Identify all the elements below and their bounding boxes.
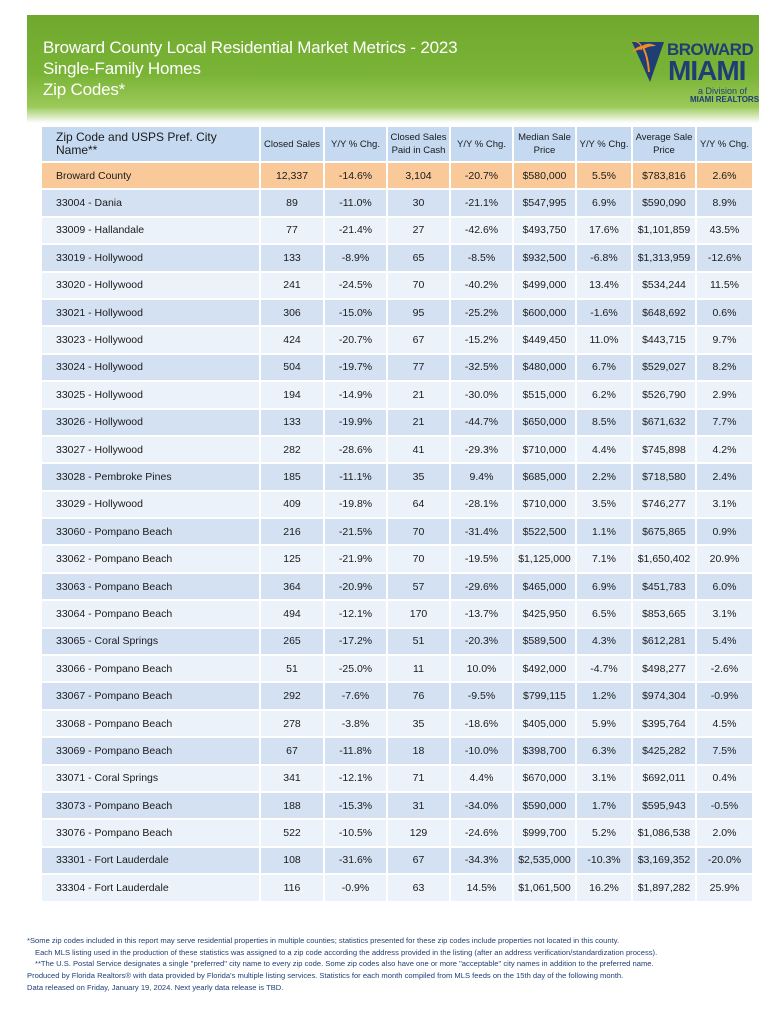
table-cell: 25.9% bbox=[697, 875, 754, 902]
table-cell: -30.0% bbox=[451, 382, 514, 409]
table-row bbox=[42, 546, 754, 573]
zip-city-cell: 33301 - Fort Lauderdale bbox=[42, 848, 261, 875]
table-cell: $799,115 bbox=[514, 683, 577, 710]
table-cell: -34.3% bbox=[451, 848, 514, 875]
table-cell: -21.5% bbox=[325, 519, 388, 546]
table-cell: $692,011 bbox=[633, 766, 697, 793]
table-cell: $590,000 bbox=[514, 793, 577, 820]
table-cell: $675,865 bbox=[633, 519, 697, 546]
table-cell: -31.4% bbox=[451, 519, 514, 546]
table-cell: 7.1% bbox=[577, 546, 633, 573]
zip-city-cell: 33060 - Pompano Beach bbox=[42, 519, 261, 546]
table-cell: 3,104 bbox=[388, 163, 451, 190]
table-cell: -25.2% bbox=[451, 300, 514, 327]
table-row bbox=[42, 875, 754, 902]
table-cell: 0.9% bbox=[697, 519, 754, 546]
table-cell: $425,282 bbox=[633, 738, 697, 765]
table-cell: $465,000 bbox=[514, 574, 577, 601]
table-cell: $1,086,538 bbox=[633, 820, 697, 847]
table-row bbox=[42, 629, 754, 656]
table-cell: -17.2% bbox=[325, 629, 388, 656]
table-cell: -29.3% bbox=[451, 437, 514, 464]
table-cell: 5.9% bbox=[577, 711, 633, 738]
table-row bbox=[42, 327, 754, 354]
table-cell: 424 bbox=[261, 327, 325, 354]
table-cell: 3.1% bbox=[697, 492, 754, 519]
table-cell: 364 bbox=[261, 574, 325, 601]
table-cell: 10.0% bbox=[451, 656, 514, 683]
table-cell: -20.9% bbox=[325, 574, 388, 601]
table-cell: 108 bbox=[261, 848, 325, 875]
table-cell: 18 bbox=[388, 738, 451, 765]
table-cell: 71 bbox=[388, 766, 451, 793]
table-cell: 4.3% bbox=[577, 629, 633, 656]
table-cell: 265 bbox=[261, 629, 325, 656]
table-cell: 30 bbox=[388, 190, 451, 217]
table-cell: 116 bbox=[261, 875, 325, 902]
table-cell: -19.5% bbox=[451, 546, 514, 573]
table-row bbox=[42, 766, 754, 793]
table-cell: 67 bbox=[388, 848, 451, 875]
table-cell: $671,632 bbox=[633, 410, 697, 437]
table-cell: -25.0% bbox=[325, 656, 388, 683]
table-cell: -20.7% bbox=[325, 327, 388, 354]
table-cell: 16.2% bbox=[577, 875, 633, 902]
table-row bbox=[42, 300, 754, 327]
table-cell: 133 bbox=[261, 410, 325, 437]
table-cell: $405,000 bbox=[514, 711, 577, 738]
table-cell: 125 bbox=[261, 546, 325, 573]
table-cell: $650,000 bbox=[514, 410, 577, 437]
table-row bbox=[42, 601, 754, 628]
table-cell: -40.2% bbox=[451, 273, 514, 300]
zip-city-cell: 33071 - Coral Springs bbox=[42, 766, 261, 793]
table-cell: 4.4% bbox=[451, 766, 514, 793]
footnotes bbox=[27, 935, 757, 994]
table-cell: 63 bbox=[388, 875, 451, 902]
table-cell: -3.8% bbox=[325, 711, 388, 738]
table-cell: 8.2% bbox=[697, 355, 754, 382]
table-cell: 2.6% bbox=[697, 163, 754, 190]
table-cell: -12.1% bbox=[325, 766, 388, 793]
table-cell: 522 bbox=[261, 820, 325, 847]
table-cell: $648,692 bbox=[633, 300, 697, 327]
table-cell: 11.0% bbox=[577, 327, 633, 354]
table-header-row bbox=[42, 127, 754, 163]
table-cell: 65 bbox=[388, 245, 451, 272]
table-cell: $685,000 bbox=[514, 464, 577, 491]
table-cell: $853,665 bbox=[633, 601, 697, 628]
table-cell: 278 bbox=[261, 711, 325, 738]
table-cell: -28.1% bbox=[451, 492, 514, 519]
zip-city-cell: 33062 - Pompano Beach bbox=[42, 546, 261, 573]
table-cell: -15.2% bbox=[451, 327, 514, 354]
table-cell: 5.4% bbox=[697, 629, 754, 656]
table-cell: $710,000 bbox=[514, 492, 577, 519]
table-cell: -12.6% bbox=[697, 245, 754, 272]
table-cell: $498,277 bbox=[633, 656, 697, 683]
table-cell: -19.9% bbox=[325, 410, 388, 437]
table-cell: -0.5% bbox=[697, 793, 754, 820]
zip-city-cell: 33063 - Pompano Beach bbox=[42, 574, 261, 601]
table-cell: $534,244 bbox=[633, 273, 697, 300]
table-cell: $1,313,959 bbox=[633, 245, 697, 272]
table-cell: 2.2% bbox=[577, 464, 633, 491]
palm-tree-logo-icon bbox=[628, 38, 668, 86]
table-cell: $710,000 bbox=[514, 437, 577, 464]
zip-city-cell: Broward County bbox=[42, 163, 261, 190]
table-cell: -20.7% bbox=[451, 163, 514, 190]
table-cell: 341 bbox=[261, 766, 325, 793]
footnote-release-date: Data released on Friday, January 19, 2024. Next yearly data release is TBD. bbox=[27, 982, 284, 992]
zip-city-cell: 33069 - Pompano Beach bbox=[42, 738, 261, 765]
table-cell: $718,580 bbox=[633, 464, 697, 491]
table-cell: 9.4% bbox=[451, 464, 514, 491]
table-cell: -32.5% bbox=[451, 355, 514, 382]
table-cell: 6.5% bbox=[577, 601, 633, 628]
table-row bbox=[42, 820, 754, 847]
table-cell: $493,750 bbox=[514, 218, 577, 245]
zip-city-cell: 33009 - Hallandale bbox=[42, 218, 261, 245]
market-metrics-table bbox=[42, 127, 754, 903]
table-cell: 0.6% bbox=[697, 300, 754, 327]
table-cell: 185 bbox=[261, 464, 325, 491]
table-cell: -10.0% bbox=[451, 738, 514, 765]
table-cell: 3.1% bbox=[697, 601, 754, 628]
table-cell: -0.9% bbox=[697, 683, 754, 710]
table-cell: 76 bbox=[388, 683, 451, 710]
table-cell: -24.6% bbox=[451, 820, 514, 847]
table-cell: 1.1% bbox=[577, 519, 633, 546]
table-cell: $449,450 bbox=[514, 327, 577, 354]
table-cell: 6.7% bbox=[577, 355, 633, 382]
zip-city-cell: 33028 - Pembroke Pines bbox=[42, 464, 261, 491]
table-cell: 1.2% bbox=[577, 683, 633, 710]
table-cell: -13.7% bbox=[451, 601, 514, 628]
table-cell: -8.5% bbox=[451, 245, 514, 272]
table-cell: 21 bbox=[388, 382, 451, 409]
table-cell: 216 bbox=[261, 519, 325, 546]
zip-city-cell: 33065 - Coral Springs bbox=[42, 629, 261, 656]
table-cell: $932,500 bbox=[514, 245, 577, 272]
table-cell: 17.6% bbox=[577, 218, 633, 245]
footnote-usps-city: **The U.S. Postal Service designates a single "preferred" city name to every zip code. Some zip codes also have one or more "acceptable" city names in addition to the preferred name. bbox=[35, 959, 654, 969]
table-cell: -20.3% bbox=[451, 629, 514, 656]
table-cell: $999,700 bbox=[514, 820, 577, 847]
table-cell: 70 bbox=[388, 273, 451, 300]
table-cell: 77 bbox=[388, 355, 451, 382]
table-cell: 292 bbox=[261, 683, 325, 710]
table-cell: 2.0% bbox=[697, 820, 754, 847]
table-cell: $547,995 bbox=[514, 190, 577, 217]
table-cell: $451,783 bbox=[633, 574, 697, 601]
table-cell: 4.2% bbox=[697, 437, 754, 464]
title-line-2: Single-Family Homes bbox=[43, 59, 201, 78]
table-cell: 0.4% bbox=[697, 766, 754, 793]
column-header-zip-city: Zip Code and USPS Pref. City Name** bbox=[42, 127, 261, 163]
table-cell: -11.8% bbox=[325, 738, 388, 765]
zip-city-cell: 33304 - Fort Lauderdale bbox=[42, 875, 261, 902]
table-cell: 241 bbox=[261, 273, 325, 300]
county-total-row bbox=[42, 163, 754, 190]
table-row bbox=[42, 437, 754, 464]
table-cell: -21.4% bbox=[325, 218, 388, 245]
logo-wordmark-main: MIAMI bbox=[668, 55, 746, 86]
column-header: Median Sale Price bbox=[514, 127, 577, 163]
table-cell: -0.9% bbox=[325, 875, 388, 902]
table-row bbox=[42, 574, 754, 601]
table-cell: -6.8% bbox=[577, 245, 633, 272]
table-cell: 41 bbox=[388, 437, 451, 464]
table-cell: 6.9% bbox=[577, 574, 633, 601]
table-cell: 4.4% bbox=[577, 437, 633, 464]
zip-city-cell: 33004 - Dania bbox=[42, 190, 261, 217]
table-cell: -34.0% bbox=[451, 793, 514, 820]
table-cell: 95 bbox=[388, 300, 451, 327]
table-row bbox=[42, 410, 754, 437]
table-cell: -19.7% bbox=[325, 355, 388, 382]
table-cell: -8.9% bbox=[325, 245, 388, 272]
table-cell: 1.7% bbox=[577, 793, 633, 820]
table-row bbox=[42, 738, 754, 765]
table-row bbox=[42, 656, 754, 683]
table-cell: $1,650,402 bbox=[633, 546, 697, 573]
table-cell: -21.9% bbox=[325, 546, 388, 573]
table-cell: 13.4% bbox=[577, 273, 633, 300]
table-row bbox=[42, 519, 754, 546]
table-cell: 282 bbox=[261, 437, 325, 464]
table-row bbox=[42, 492, 754, 519]
logo-organization: MIAMI REALTORS bbox=[690, 95, 760, 104]
table-row bbox=[42, 793, 754, 820]
table-cell: 4.5% bbox=[697, 711, 754, 738]
table-cell: 6.3% bbox=[577, 738, 633, 765]
table-cell: $745,898 bbox=[633, 437, 697, 464]
zip-city-cell: 33073 - Pompano Beach bbox=[42, 793, 261, 820]
table-cell: 3.1% bbox=[577, 766, 633, 793]
column-header: Y/Y % Chg. bbox=[451, 127, 514, 163]
table-row bbox=[42, 382, 754, 409]
table-row bbox=[42, 683, 754, 710]
report-title bbox=[43, 37, 457, 100]
table-cell: 504 bbox=[261, 355, 325, 382]
table-cell: 8.5% bbox=[577, 410, 633, 437]
column-header: Y/Y % Chg. bbox=[325, 127, 388, 163]
zip-city-cell: 33026 - Hollywood bbox=[42, 410, 261, 437]
zip-city-cell: 33066 - Pompano Beach bbox=[42, 656, 261, 683]
table-row bbox=[42, 711, 754, 738]
table-body bbox=[42, 163, 754, 903]
table-cell: 306 bbox=[261, 300, 325, 327]
table-cell: $3,169,352 bbox=[633, 848, 697, 875]
table-cell: 21 bbox=[388, 410, 451, 437]
table-cell: $443,715 bbox=[633, 327, 697, 354]
table-cell: -11.0% bbox=[325, 190, 388, 217]
table-cell: 133 bbox=[261, 245, 325, 272]
table-cell: $600,000 bbox=[514, 300, 577, 327]
table-cell: $783,816 bbox=[633, 163, 697, 190]
table-row bbox=[42, 848, 754, 875]
table-row bbox=[42, 190, 754, 217]
table-row bbox=[42, 245, 754, 272]
table-cell: $398,700 bbox=[514, 738, 577, 765]
table-cell: 7.5% bbox=[697, 738, 754, 765]
table-cell: -18.6% bbox=[451, 711, 514, 738]
zip-city-cell: 33023 - Hollywood bbox=[42, 327, 261, 354]
table-row bbox=[42, 355, 754, 382]
table-row bbox=[42, 464, 754, 491]
table-cell: 11.5% bbox=[697, 273, 754, 300]
table-cell: 67 bbox=[261, 738, 325, 765]
table-cell: -2.6% bbox=[697, 656, 754, 683]
footnote-mls-assignment: Each MLS listing used in the production of these statistics was assigned to a zip code according the address provided in the listing (after an address verification/standardization process). bbox=[35, 947, 658, 957]
column-header: Y/Y % Chg. bbox=[697, 127, 754, 163]
table-cell: 43.5% bbox=[697, 218, 754, 245]
zip-city-cell: 33025 - Hollywood bbox=[42, 382, 261, 409]
column-header: Average Sale Price bbox=[633, 127, 697, 163]
table-cell: 64 bbox=[388, 492, 451, 519]
table-cell: 14.5% bbox=[451, 875, 514, 902]
table-row bbox=[42, 273, 754, 300]
logo-wordmark-top: BROWARD bbox=[667, 40, 754, 59]
zip-city-cell: 33021 - Hollywood bbox=[42, 300, 261, 327]
table-cell: 8.9% bbox=[697, 190, 754, 217]
table-cell: 51 bbox=[388, 629, 451, 656]
table-cell: -7.6% bbox=[325, 683, 388, 710]
table-cell: 20.9% bbox=[697, 546, 754, 573]
table-cell: $1,101,859 bbox=[633, 218, 697, 245]
zip-city-cell: 33067 - Pompano Beach bbox=[42, 683, 261, 710]
zip-city-cell: 33027 - Hollywood bbox=[42, 437, 261, 464]
table-cell: 2.9% bbox=[697, 382, 754, 409]
table-cell: 6.9% bbox=[577, 190, 633, 217]
column-header: Closed Sales Paid in Cash bbox=[388, 127, 451, 163]
table-cell: 70 bbox=[388, 546, 451, 573]
table-cell: $2,535,000 bbox=[514, 848, 577, 875]
table-cell: -12.1% bbox=[325, 601, 388, 628]
column-header: Y/Y % Chg. bbox=[577, 127, 633, 163]
table-cell: 194 bbox=[261, 382, 325, 409]
table-cell: 6.2% bbox=[577, 382, 633, 409]
table-cell: 409 bbox=[261, 492, 325, 519]
table-cell: 5.2% bbox=[577, 820, 633, 847]
table-cell: 3.5% bbox=[577, 492, 633, 519]
table-cell: -10.3% bbox=[577, 848, 633, 875]
table-cell: -14.6% bbox=[325, 163, 388, 190]
zip-city-cell: 33064 - Pompano Beach bbox=[42, 601, 261, 628]
table-cell: $492,000 bbox=[514, 656, 577, 683]
table-cell: 51 bbox=[261, 656, 325, 683]
logo-subtitle: a Division of bbox=[698, 86, 748, 96]
title-line-1: Broward County Local Residential Market Metrics - 2023 bbox=[43, 38, 458, 57]
zip-city-cell: 33029 - Hollywood bbox=[42, 492, 261, 519]
table-cell: $974,304 bbox=[633, 683, 697, 710]
table-cell: $590,090 bbox=[633, 190, 697, 217]
table-cell: -44.7% bbox=[451, 410, 514, 437]
table-cell: $480,000 bbox=[514, 355, 577, 382]
table-cell: $1,125,000 bbox=[514, 546, 577, 573]
table-cell: 57 bbox=[388, 574, 451, 601]
title-line-3: Zip Codes* bbox=[43, 80, 126, 99]
broward-miami-logo bbox=[628, 38, 760, 108]
table-cell: -1.6% bbox=[577, 300, 633, 327]
table-cell: 129 bbox=[388, 820, 451, 847]
table-cell: $515,000 bbox=[514, 382, 577, 409]
table-cell: $522,500 bbox=[514, 519, 577, 546]
table-cell: $589,500 bbox=[514, 629, 577, 656]
table-cell: -10.5% bbox=[325, 820, 388, 847]
table-cell: -28.6% bbox=[325, 437, 388, 464]
table-cell: $670,000 bbox=[514, 766, 577, 793]
table-cell: 6.0% bbox=[697, 574, 754, 601]
table-cell: -29.6% bbox=[451, 574, 514, 601]
table-cell: $1,061,500 bbox=[514, 875, 577, 902]
table-row bbox=[42, 218, 754, 245]
table-cell: 7.7% bbox=[697, 410, 754, 437]
table-cell: 5.5% bbox=[577, 163, 633, 190]
table-cell: -20.0% bbox=[697, 848, 754, 875]
table-cell: 9.7% bbox=[697, 327, 754, 354]
table-cell: $595,943 bbox=[633, 793, 697, 820]
table-cell: 2.4% bbox=[697, 464, 754, 491]
zip-city-cell: 33068 - Pompano Beach bbox=[42, 711, 261, 738]
table-cell: 11 bbox=[388, 656, 451, 683]
table-cell: $526,790 bbox=[633, 382, 697, 409]
zip-city-cell: 33019 - Hollywood bbox=[42, 245, 261, 272]
table-cell: 170 bbox=[388, 601, 451, 628]
table-cell: -31.6% bbox=[325, 848, 388, 875]
footnote-zip-counties: *Some zip codes included in this report may serve residential properties in multiple counties; statistics presented for these zip codes include properties not located in this county. bbox=[27, 936, 620, 945]
table-cell: -19.8% bbox=[325, 492, 388, 519]
table-cell: $746,277 bbox=[633, 492, 697, 519]
table-cell: 27 bbox=[388, 218, 451, 245]
table-cell: 35 bbox=[388, 464, 451, 491]
table-cell: $499,000 bbox=[514, 273, 577, 300]
table-cell: 70 bbox=[388, 519, 451, 546]
table-cell: -9.5% bbox=[451, 683, 514, 710]
table-cell: $529,027 bbox=[633, 355, 697, 382]
column-header: Closed Sales bbox=[261, 127, 325, 163]
table-cell: -24.5% bbox=[325, 273, 388, 300]
table-cell: -21.1% bbox=[451, 190, 514, 217]
table-cell: $612,281 bbox=[633, 629, 697, 656]
zip-city-cell: 33024 - Hollywood bbox=[42, 355, 261, 382]
table-cell: -15.0% bbox=[325, 300, 388, 327]
table-cell: 31 bbox=[388, 793, 451, 820]
table-cell: $425,950 bbox=[514, 601, 577, 628]
table-cell: 494 bbox=[261, 601, 325, 628]
table-cell: 77 bbox=[261, 218, 325, 245]
table-cell: -15.3% bbox=[325, 793, 388, 820]
table-cell: -42.6% bbox=[451, 218, 514, 245]
table-cell: $1,897,282 bbox=[633, 875, 697, 902]
table-cell: -14.9% bbox=[325, 382, 388, 409]
table-cell: -4.7% bbox=[577, 656, 633, 683]
zip-city-cell: 33020 - Hollywood bbox=[42, 273, 261, 300]
table-cell: -11.1% bbox=[325, 464, 388, 491]
footnote-produced-by: Produced by Florida Realtors® with data provided by Florida's multiple listing services. Statistics for each month compiled from MLS feeds on the 15th day of the following month. bbox=[27, 971, 624, 981]
table-cell: 89 bbox=[261, 190, 325, 217]
table-cell: 188 bbox=[261, 793, 325, 820]
table-cell: 67 bbox=[388, 327, 451, 354]
table-cell: $580,000 bbox=[514, 163, 577, 190]
table-cell: $395,764 bbox=[633, 711, 697, 738]
table-cell: 12,337 bbox=[261, 163, 325, 190]
zip-city-cell: 33076 - Pompano Beach bbox=[42, 820, 261, 847]
table-cell: 35 bbox=[388, 711, 451, 738]
